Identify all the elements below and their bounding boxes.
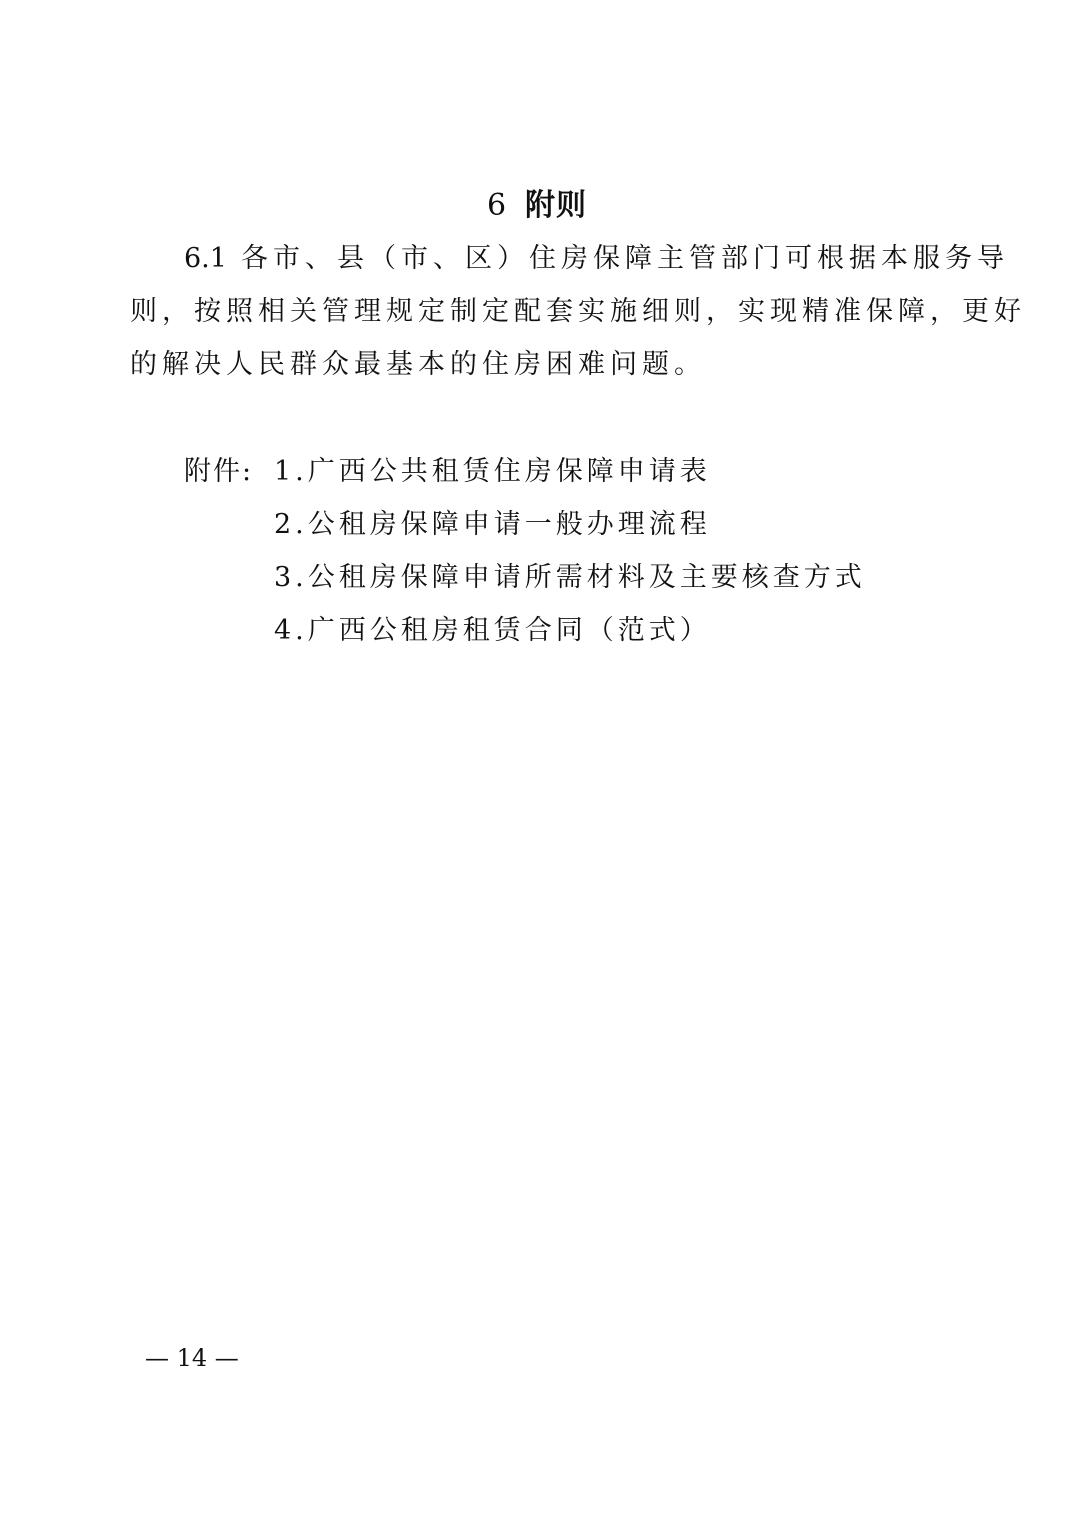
paragraph-line-2: 则，按照相关管理规定制定配套实施细则，实现精准保障，更好: [130, 296, 1026, 327]
attachments-list: [184, 445, 866, 657]
attachment-item-1: 1.广西公共租赁住房保障申请表: [274, 456, 711, 487]
attachment-row: [184, 551, 866, 604]
attachment-item-3: 3.公租房保障申请所需材料及主要核查方式: [274, 562, 866, 593]
attachments-label: 附件:: [184, 456, 254, 487]
page-number: — 14 —: [145, 1344, 239, 1372]
section-number: 6: [486, 188, 508, 223]
paragraph-line-1: [130, 232, 1009, 285]
paragraph-text-1: 各市、县（市、区）住房保障主管部门可根据本服务导: [240, 243, 1009, 274]
paragraph-6-1: [130, 232, 1026, 391]
attachment-item-2: 2.公租房保障申请一般办理流程: [274, 509, 711, 540]
attachment-item-4: 4.广西公租房租赁合同（范式）: [274, 615, 711, 646]
paragraph-number: 6.1: [184, 243, 227, 274]
attachment-row: [184, 604, 866, 657]
paragraph-line-3: 的解决人民群众最基本的住房困难问题。: [130, 349, 706, 380]
section-heading: [0, 180, 1074, 224]
attachment-row: [184, 498, 866, 551]
section-title: 附则: [525, 188, 588, 223]
attachment-row: [184, 445, 866, 498]
